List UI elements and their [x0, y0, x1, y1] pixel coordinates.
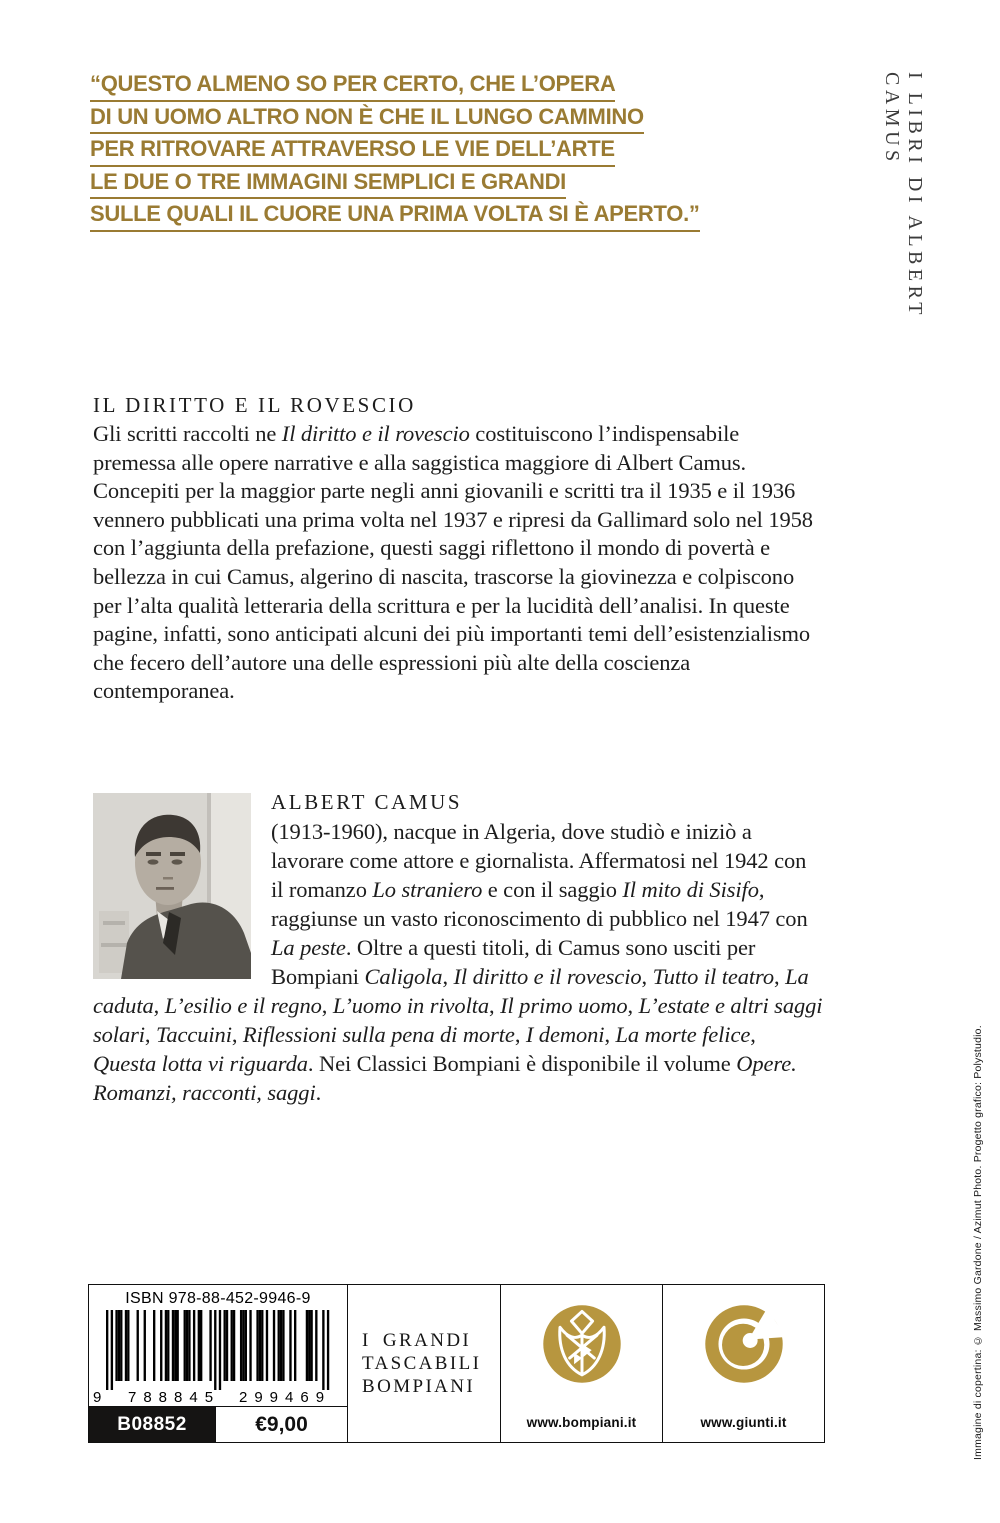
quote-line-text: PER RITROVARE ATTRAVERSO LE VIE DELL’ARTE: [90, 135, 615, 167]
quote-line-text: LE DUE O TRE IMMAGINI SEMPLICI E GRANDI: [90, 168, 566, 200]
text-segment: ,: [750, 1022, 756, 1047]
text-segment: costituiscono l’indispensabile premessa alle opere narrative e alla saggistica maggiore di Albert Camus. Concepiti per la maggior parte negli anni giovanili e scritti tra il 1935 e il 1936 vennero pubblicati una prima volta nel 1937 e ripresi da Gallimard solo nel 1958 con l’aggiunta della prefazione, questi saggi riflettono il mondo di povertà e bellezza in cui Camus, algerino di nascita, trascorse la giovinezza e colpiscono per l’alta qualità letteraria della scrittura e per la lucidità dell’analisi. In queste pagine, infatti, sono anticipati alcuni dei più importanti temi dell’esistenzialismo che fecero dell’autore una delle espressioni più alte della coscienza contemporanea.: [93, 421, 813, 704]
book-title-italic: Lo straniero: [372, 877, 483, 902]
giunti-cell: [662, 1285, 824, 1442]
book-title-italic: L’estate e altri saggi solari: [93, 993, 823, 1047]
text-segment: ,: [627, 993, 639, 1018]
cover-quote: [90, 70, 750, 233]
book-title-italic: Il diritto e il rovescio: [281, 421, 470, 446]
price: €9,00: [215, 1407, 347, 1442]
footer-strip: [88, 1284, 825, 1443]
quote-line: [90, 70, 750, 103]
series-cell: [347, 1285, 500, 1442]
text-segment: ,: [641, 964, 653, 989]
quote-line: [90, 168, 750, 201]
giunti-g-icon: [700, 1300, 788, 1388]
ean13-barcode: [92, 1310, 344, 1406]
quote-line-text: “QUESTO ALMENO SO PER CERTO, CHE L’OPERA: [90, 70, 615, 102]
barcode-digits-left: 788845: [128, 1389, 221, 1406]
text-segment: ,: [489, 993, 501, 1018]
author-name-heading: ALBERT CAMUS: [271, 790, 463, 814]
quote-line: [90, 103, 750, 136]
bompiani-site-label: www.bompiani.it: [526, 1415, 637, 1430]
book-title-italic: L’uomo in rivolta: [332, 993, 490, 1018]
price-row: [89, 1406, 347, 1442]
text-segment: e con il saggio: [482, 877, 623, 902]
book-title-italic: Caligola: [364, 964, 443, 989]
series-line: BOMPIANI: [362, 1376, 476, 1397]
series-line: I GRANDI: [362, 1330, 472, 1351]
text-segment: ,: [153, 993, 165, 1018]
book-title-italic: Questa lotta vi riguarda: [93, 1051, 308, 1076]
book-title-italic: La peste: [271, 935, 346, 960]
book-title-italic: I demoni: [525, 1022, 605, 1047]
bompiani-flower-icon: [538, 1300, 626, 1388]
barcode-cell: [89, 1285, 347, 1442]
book-title-italic: Opere. Romanzi, racconti, saggi: [93, 1051, 797, 1105]
barcode: [89, 1308, 347, 1406]
text-segment: , raggiunse un vasto riconoscimento di pubblico nel 1947 con: [271, 877, 808, 931]
barcode-digits-right: 299469: [239, 1389, 332, 1406]
book-title-italic: La caduta: [93, 964, 809, 1018]
text-segment: .: [315, 1080, 322, 1105]
quote-line-text: DI UN UOMO ALTRO NON È CHE IL LUNGO CAMMINO: [90, 103, 644, 135]
synopsis-section: [93, 393, 819, 706]
book-title-italic: La morte felice: [615, 1022, 751, 1047]
book-title-italic: Il mito di Sisifo: [622, 877, 759, 902]
series-spine-label: I LIBRI DI ALBERT CAMUS: [881, 72, 926, 319]
series-line: TASCABILI: [362, 1353, 482, 1374]
giunti-site-label: www.giunti.it: [700, 1415, 787, 1430]
bompiani-cell: [500, 1285, 662, 1442]
book-title-heading: IL DIRITTO E IL ROVESCIO: [93, 393, 416, 417]
author-section: [93, 790, 823, 1107]
text-segment: . Nei Classici Bompiani è disponibile il volume: [307, 1051, 737, 1076]
text-segment: ,: [231, 1022, 243, 1047]
text-segment: (1913-1960), nacque in Algeria, dove studiò e iniziò a lavorare come attore e giornalista. Affermatosi nel 1942 con il romanzo: [271, 819, 807, 902]
text-segment: ,: [442, 964, 454, 989]
text-segment: . Oltre a questi titoli, di Camus sono usciti per Bompiani: [271, 935, 756, 989]
photo-credit: Immagine di copertina: © Massimo Gardone / Azimut Photo. Progetto grafico: Polystudio.: [972, 1025, 984, 1460]
book-title-italic: Riflessioni sulla pena di morte: [242, 1022, 515, 1047]
book-title-italic: Tutto il teatro: [652, 964, 774, 989]
quote-line-text: SULLE QUALI IL CUORE UNA PRIMA VOLTA SI È APERTO.”: [90, 200, 700, 232]
synopsis-text: [93, 420, 819, 706]
quote-line: [90, 200, 750, 233]
text-segment: ,: [604, 1022, 616, 1047]
camus-photo-illustration: [93, 793, 251, 979]
text-segment: ,: [321, 993, 333, 1018]
text-segment: ,: [144, 1022, 156, 1047]
isbn-label: ISBN 978-88-452-9946-9: [125, 1290, 311, 1307]
quote-line: [90, 135, 750, 168]
book-title-italic: Il diritto e il rovescio: [453, 964, 642, 989]
text-segment: Gli scritti raccolti ne: [93, 421, 282, 446]
text-segment: ,: [774, 964, 786, 989]
book-title-italic: L’esilio e il regno: [164, 993, 322, 1018]
book-title-italic: Il primo uomo: [500, 993, 628, 1018]
publisher-code: B08852: [89, 1407, 215, 1442]
text-segment: ,: [514, 1022, 526, 1047]
camus-photo: [93, 793, 251, 979]
book-title-italic: Taccuini: [155, 1022, 232, 1047]
barcode-digit-lead: 9: [93, 1389, 102, 1406]
